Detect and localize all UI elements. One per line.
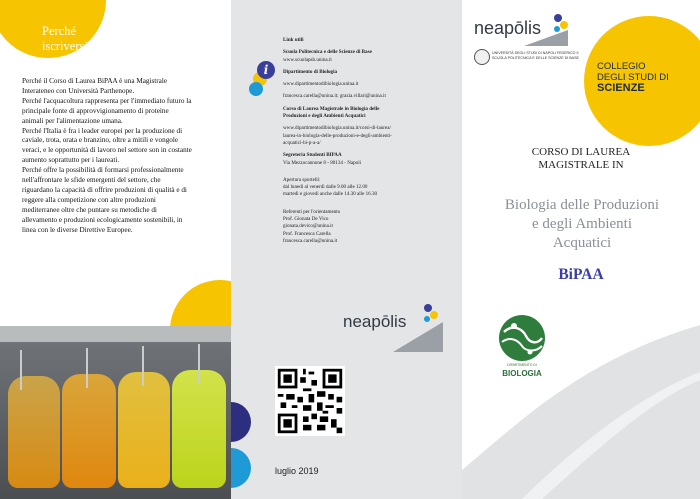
college-line: COLLEGIO [597, 61, 646, 72]
course-link[interactable]: acquatici-bi-p-a-a/ [283, 139, 321, 146]
course-title: Biologia delle Produzioni e degli Ambienti Acquatici [504, 197, 660, 251]
course-acronym: BiPAA [558, 266, 604, 283]
decor-dot-blue [249, 82, 263, 96]
neapolis-logo: neapōlis [474, 18, 542, 38]
course-type: CORSO DI LAUREA MAGISTRALE IN [531, 146, 631, 171]
university-seal [474, 49, 490, 65]
hours-line: dal lunedì al venerdì dalle 9.00 alle 12.00 [283, 184, 368, 191]
contact-name: Prof. Francesca Carella [283, 230, 331, 237]
dept-label: BIOLOGIA [502, 369, 542, 378]
bottle-yellow [118, 372, 170, 488]
title-line-2: iscriversi [42, 39, 88, 53]
reason-paragraph: Perché l'Italia è fra i leader europei per la produzione di caviale, trota, orata e branzino, oltre a mitili e vongole veraci, e le opportunità di lavoro nel settore son in costante aumento soprattutto per i laureati. [22, 126, 192, 165]
left-panel [0, 0, 231, 499]
bottle-green [172, 370, 226, 488]
qr-code [275, 366, 345, 436]
dept-emails[interactable]: francesca.carella@unina.it; grazia.villari@unina.it [283, 93, 386, 100]
middle-panel [231, 0, 462, 499]
decor-circle-navy [231, 402, 251, 442]
course-heading: Produzioni e degli Ambienti Acquatici [283, 113, 366, 120]
reasons-text [22, 77, 192, 236]
date-label: luglio 2019 [275, 466, 319, 476]
hours-line: martedì e giovedì anche dalle 14.30 alle 16.30 [283, 191, 378, 198]
college-line: SCIENZE [597, 82, 645, 94]
links-heading: Link utili [283, 37, 304, 43]
school-link[interactable]: www.scuolapsb.unina.it [283, 56, 332, 63]
logo-swoosh [524, 30, 568, 46]
contact-email[interactable]: gionata.devico@unina.it [283, 223, 333, 230]
reason-paragraph: Perché l'acquacoltura rappresenta per l'immediato futuro la principale fonte di approvvigionamento di proteine animali per l'alimentazione umana. [22, 96, 192, 125]
office-address: Via Mezzocannone 8 - 80134 - Napoli [283, 159, 362, 166]
logo-swoosh [393, 322, 443, 352]
right-panel [462, 0, 700, 499]
course-link[interactable]: www.dipartimentodibiologia.unina.it/corsi-di-laurea/ [283, 125, 391, 132]
bottle-orange [62, 374, 116, 488]
course-heading: Corso di Laurea Magistrale in Biologia delle [283, 105, 380, 112]
university-name: UNIVERSITÀ DEGLI STUDI DI NAPOLI FEDERICO II SCUOLA POLITECNICA E DELLE SCIENZE DI BASE [492, 51, 579, 60]
contact-email[interactable]: francesca.carella@unina.it [283, 237, 338, 244]
college-line: DEGLI STUDI DI [597, 72, 669, 83]
office-heading: Segreteria Studenti BIPAA [283, 152, 342, 159]
reason-paragraph: Perché il Corso di Laurea BiPAA è una Magistrale Interateneo con Università Parthenope. [22, 77, 168, 95]
dept-heading: Dipartimento di Biologia [283, 68, 338, 75]
course-link[interactable]: laurea-in-biologia-delle-produzioni-e-degli-ambienti- [283, 132, 392, 139]
bottles-photo [0, 326, 231, 499]
reason-paragraph: Perché offre la possibilità di formarsi professionalmente nell'affrontare le sfide emergenti del settore, che riguardano la capacità di offrire produzioni di qualità e di reggere alla competizione con altre produzioni mediterranee oltre che puntare su metodiche di allevamento e produzioni ecologicamente sostenibili, in linea con le diverse Direttive Europee. [22, 166, 187, 234]
useful-links [283, 37, 453, 245]
contacts-heading: Referenti per l'orientamento [283, 208, 341, 215]
hours-heading: Apertura sportelli: [283, 176, 321, 183]
decor-circle-blue [231, 448, 251, 488]
dept-link[interactable]: www.dipartimentodibiologia.unina.it [283, 81, 359, 88]
college-label [597, 61, 669, 94]
school-heading: Scuola Politecnica e delle Scienze di Base [283, 49, 372, 56]
dept-label-small: DIPARTIMENTO DI [507, 363, 537, 367]
info-icon: i [257, 61, 275, 79]
contact-name: Prof. Gionata De Vico [283, 216, 329, 223]
biology-dept-logo [496, 314, 548, 362]
title-line-1: Perché [42, 24, 77, 38]
neapolis-logo: neapōlis [343, 312, 407, 331]
panel-title [42, 24, 88, 54]
bottle-amber [8, 376, 60, 488]
